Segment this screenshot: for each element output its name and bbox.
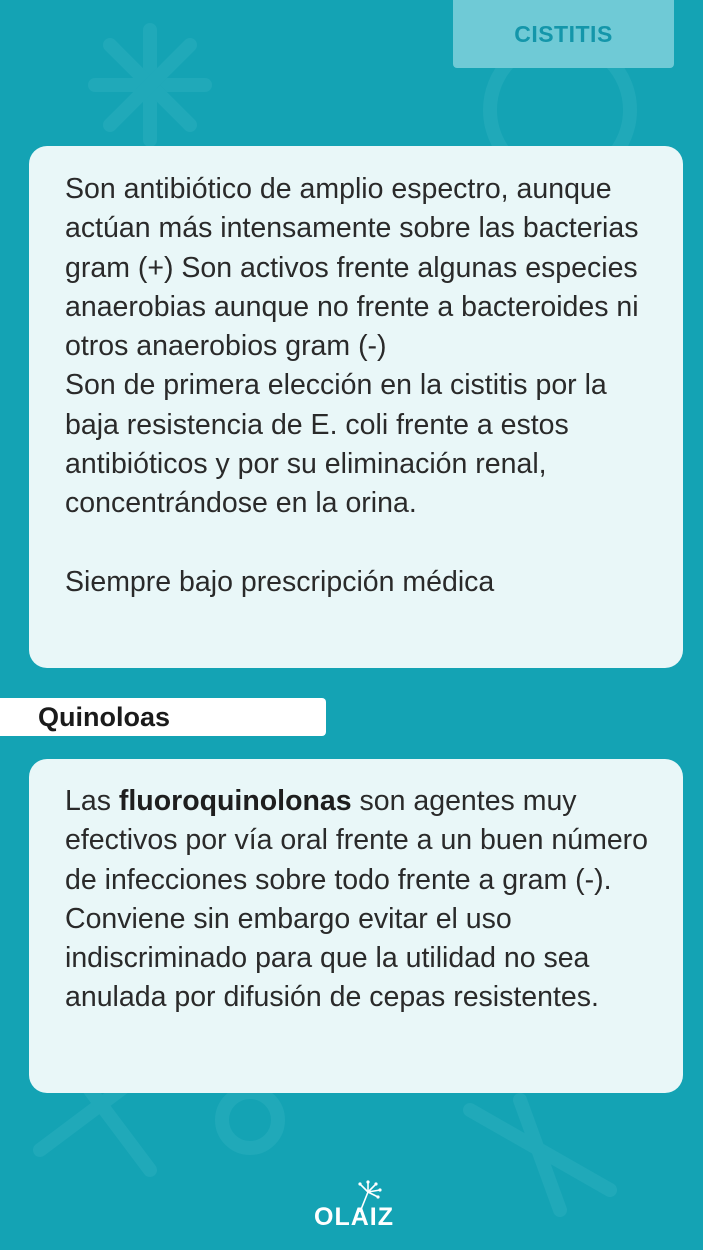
olaiz-logo xyxy=(306,1180,402,1232)
logo-text: OLAIZ xyxy=(314,1203,394,1231)
info-card-fluoroquinolones xyxy=(29,759,683,1093)
card-paragraph-fluoroquinolones xyxy=(65,782,661,1018)
card-paragraph-first-choice: Son de primera elección en la cistitis por la baja resistencia de E. coli frente a estos antibióticos y por su eliminación renal, concentrándose en la orina. xyxy=(65,369,607,520)
bold-term: fluoroquinolonas xyxy=(118,785,352,817)
info-card-antibiotics xyxy=(29,146,683,668)
section-heading xyxy=(0,698,326,736)
paragraph-lead: Las xyxy=(65,785,119,817)
paragraph-rest: son agentes muy efectivos por vía oral frente a un buen número de infecciones sobre todo frente a gram (-). Conviene sin embargo evitar el uso indiscriminado para que la utilidad no sea anulada por difusión de cepas resistentes. xyxy=(65,785,649,1014)
card-paragraph-spectrum: Son antibiótico de amplio espectro, aunque actúan más intensamente sobre las bacterias gram (+) Son activos frente algunas especies anaerobias aunque no frente a bacteroides ni otros anaerobios gram (-) xyxy=(65,173,639,363)
tab-label: CISTITIS xyxy=(514,20,613,47)
tab-cistitis[interactable] xyxy=(453,0,674,68)
section-heading-label: Quinoloas xyxy=(38,701,171,732)
card-paragraph-prescription: Siempre bajo prescripción médica xyxy=(65,565,495,598)
